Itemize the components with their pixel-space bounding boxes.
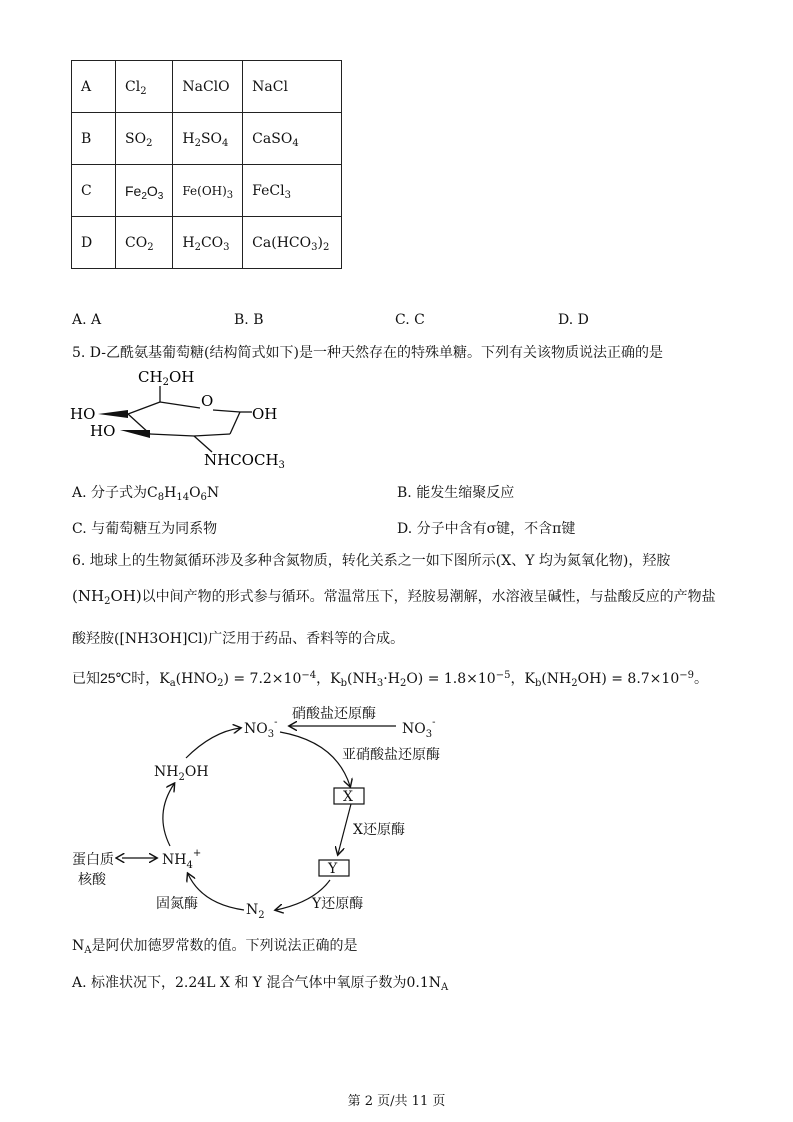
option-d[interactable]: D. D (558, 312, 589, 328)
enzyme-nitrite-label: 亚硝酸盐还原酶 (342, 747, 440, 763)
enzyme-nitrate-label: 硝酸盐还原酶 (292, 706, 376, 722)
row-key: D (72, 217, 116, 269)
row-key: B (72, 113, 116, 165)
cell: FeCl$_3$ (243, 165, 342, 217)
cell: $Fe_2O_3$ (116, 165, 173, 217)
cell: $SO_2$ (116, 113, 173, 165)
glucosamine-structure (70, 366, 300, 470)
option-c[interactable]: C. C (395, 312, 425, 328)
table-row (72, 165, 342, 217)
cell: $Fe(OH)_3$ (173, 165, 243, 217)
q6-line2: $(NH_2OH)$以中间产物的形式参与循环。常温常压下，羟胺易潮解，水溶液呈碱性，与盐酸反应的产物盐 (72, 587, 716, 607)
cell: $H_2CO_3$ (173, 217, 243, 269)
q6-option-a[interactable]: A. 标准状况下，2.24L X 和 Y 混合气体中氧原子数为$0.1N_A$ (72, 975, 449, 993)
cell: $CO_2$ (116, 217, 173, 269)
ho-lower-label: HO (90, 422, 116, 440)
x-label: X (343, 789, 353, 805)
nh2oh-label: $NH_2OH$ (154, 764, 209, 783)
no3-right: $NO_3^-$ (402, 717, 436, 740)
cell: $H_2SO_4$ (173, 113, 243, 165)
option-b[interactable]: B. B (234, 312, 264, 328)
nhcoch3-label: $NHCOCH_3$ (204, 451, 285, 470)
q4-options (72, 312, 672, 332)
table-row (72, 61, 342, 113)
q5-option-d[interactable]: D. 分子中含有σ键，不含π键 (397, 521, 576, 537)
ch2oh-label: $CH_2OH$ (138, 368, 195, 388)
nitrogen-cycle-diagram (68, 704, 488, 924)
no3-top: $NO_3^-$ (244, 717, 278, 740)
table-row (72, 113, 342, 165)
q5-option-a[interactable]: A. 分子式为$C_8H_{14}O_6N$ (72, 485, 220, 503)
cell: $Ca(HCO_3)_2$ (243, 217, 342, 269)
q5-option-c[interactable]: C. 与葡萄糖互为同系物 (72, 521, 218, 537)
oh-right-label: OH (252, 405, 278, 423)
na-statement: $N_A$是阿伏加德罗常数的值。下列说法正确的是 (72, 938, 358, 956)
q5-option-b[interactable]: B. 能发生缩聚反应 (397, 485, 515, 501)
nucleic-label: 核酸 (78, 872, 106, 888)
nitrogenase-label: 固氮酶 (156, 896, 198, 912)
cell: NaCl (243, 61, 342, 113)
q6-constants: 已知25℃时，$K_a(HNO_2) = 7.2\times 10^{-4}$，$K_b(NH_3\cdot H_2O) = 1.8\times 10^{-5}$，$K_b(NH_2OH) = 8.7\times 10^{-9}$。 (72, 670, 708, 689)
q6-line3: 酸羟胺([NH3OH]Cl)广泛用于药品、香料等的合成。 (72, 631, 405, 647)
wedge-bond (120, 430, 150, 438)
wedge-bond (98, 410, 128, 418)
options-table (71, 60, 342, 269)
row-key: A (72, 61, 116, 113)
y-label: Y (328, 861, 338, 877)
row-key: C (72, 165, 116, 217)
ring-oxygen-label: O (201, 392, 214, 410)
cell: NaClO (173, 61, 243, 113)
y-enzyme-label: Y还原酶 (312, 896, 364, 912)
q6-line1: 6. 地球上的生物氮循环涉及多种含氮物质，转化关系之一如下图所示(X、Y 均为氮氧化物)，羟胺 (72, 553, 671, 569)
arrow-nh2oh-to-no3 (186, 728, 240, 758)
arrow-nh4-to-nh2oh (163, 784, 174, 846)
ho-left-label: HO (70, 405, 96, 423)
arrow-x-reduction (338, 804, 351, 854)
x-enzyme-label: X还原酶 (353, 822, 405, 838)
option-a[interactable]: A. A (72, 312, 102, 328)
page-footer: 第 2 页/共 11 页 (347, 1094, 446, 1109)
n2-label: $N_2$ (246, 902, 265, 921)
cell: $Cl_2$ (116, 61, 173, 113)
table-row (72, 217, 342, 269)
arrow-nitrite (280, 732, 350, 786)
protein-label: 蛋白质 (72, 852, 114, 868)
q5-stem: 5. D-乙酰氨基葡萄糖(结构简式如下)是一种天然存在的特殊单糖。下列有关该物质说法正确的是 (72, 345, 663, 361)
cell: CaSO$_4$ (243, 113, 342, 165)
nh4-label: $NH_4^+$ (162, 848, 202, 871)
